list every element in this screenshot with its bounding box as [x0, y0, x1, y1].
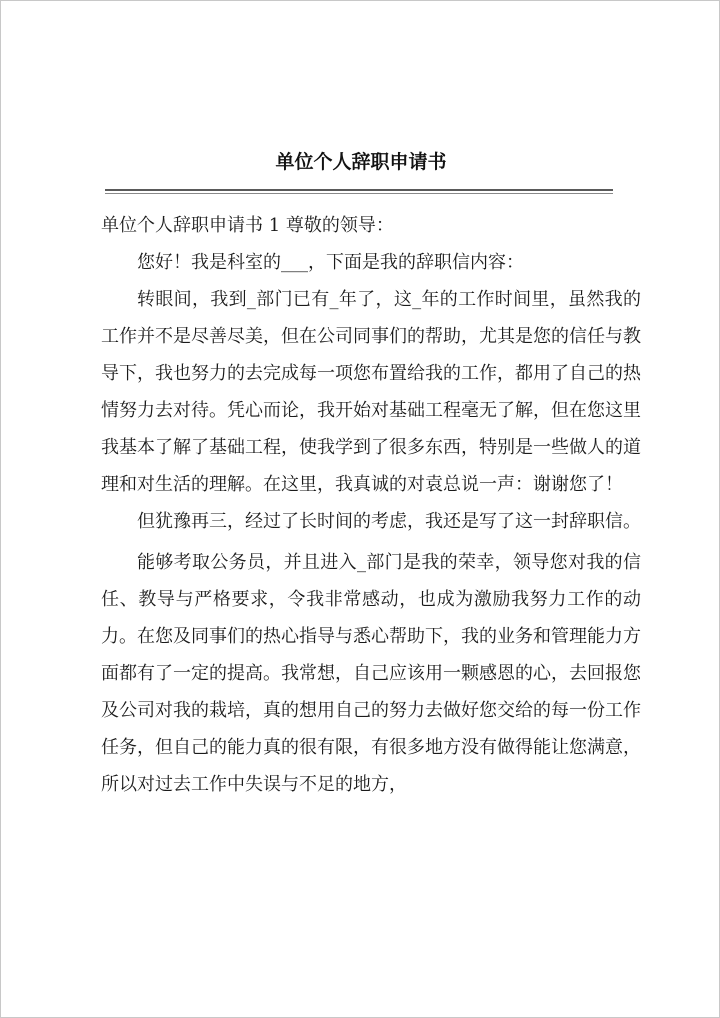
greeting-paragraph: 您好！我是科室的___，下面是我的辞职信内容：: [137, 252, 524, 273]
body-paragraph: 转眼间，我到_部门已有_年了，这_年的工作时间里，虽然我的工作并不是尽善尽美，但在公司同事们的帮助，尤其是您的信任与教导下，我也努力的去完成每一项您布置给我的工作，都用了自己的热情努力去对待。凭心而论，我开始对基础工程毫无了解，但在您这里我基本了解了基础工程，使我学到了很多东西，特别是一些做人的道理和对生活的理解。在这里，我真诚的对袁总说一声：谢谢您了！: [101, 289, 641, 495]
title-divider-thin: [105, 193, 613, 194]
document-body: [101, 207, 641, 803]
body-paragraph: 但犹豫再三，经过了长时间的考虑，我还是写了这一封辞职信。: [137, 511, 641, 532]
body-paragraph: 能够考取公务员，并且进入_部门是我的荣幸，领导您对我的信任、教导与严格要求，令我非常感动，也成为激励我努力工作的动力。在您及同事们的热心指导与悉心帮助下，我的业务和管理能力方面都有了一定的提高。我常想，自己应该用一颗感恩的心，去回报您及公司对我的栽培，真的想用自己的努力去做好您交给的每一份工作任务，但自己的能力真的很有限，有很多地方没有做得能让您满意，所以对过去工作中失误与不足的地方，: [101, 552, 641, 795]
salutation-paragraph: 单位个人辞职申请书 1 尊敬的领导：: [101, 215, 394, 236]
document-title: 单位个人辞职申请书: [275, 151, 447, 173]
title-divider-thick: [105, 189, 613, 191]
